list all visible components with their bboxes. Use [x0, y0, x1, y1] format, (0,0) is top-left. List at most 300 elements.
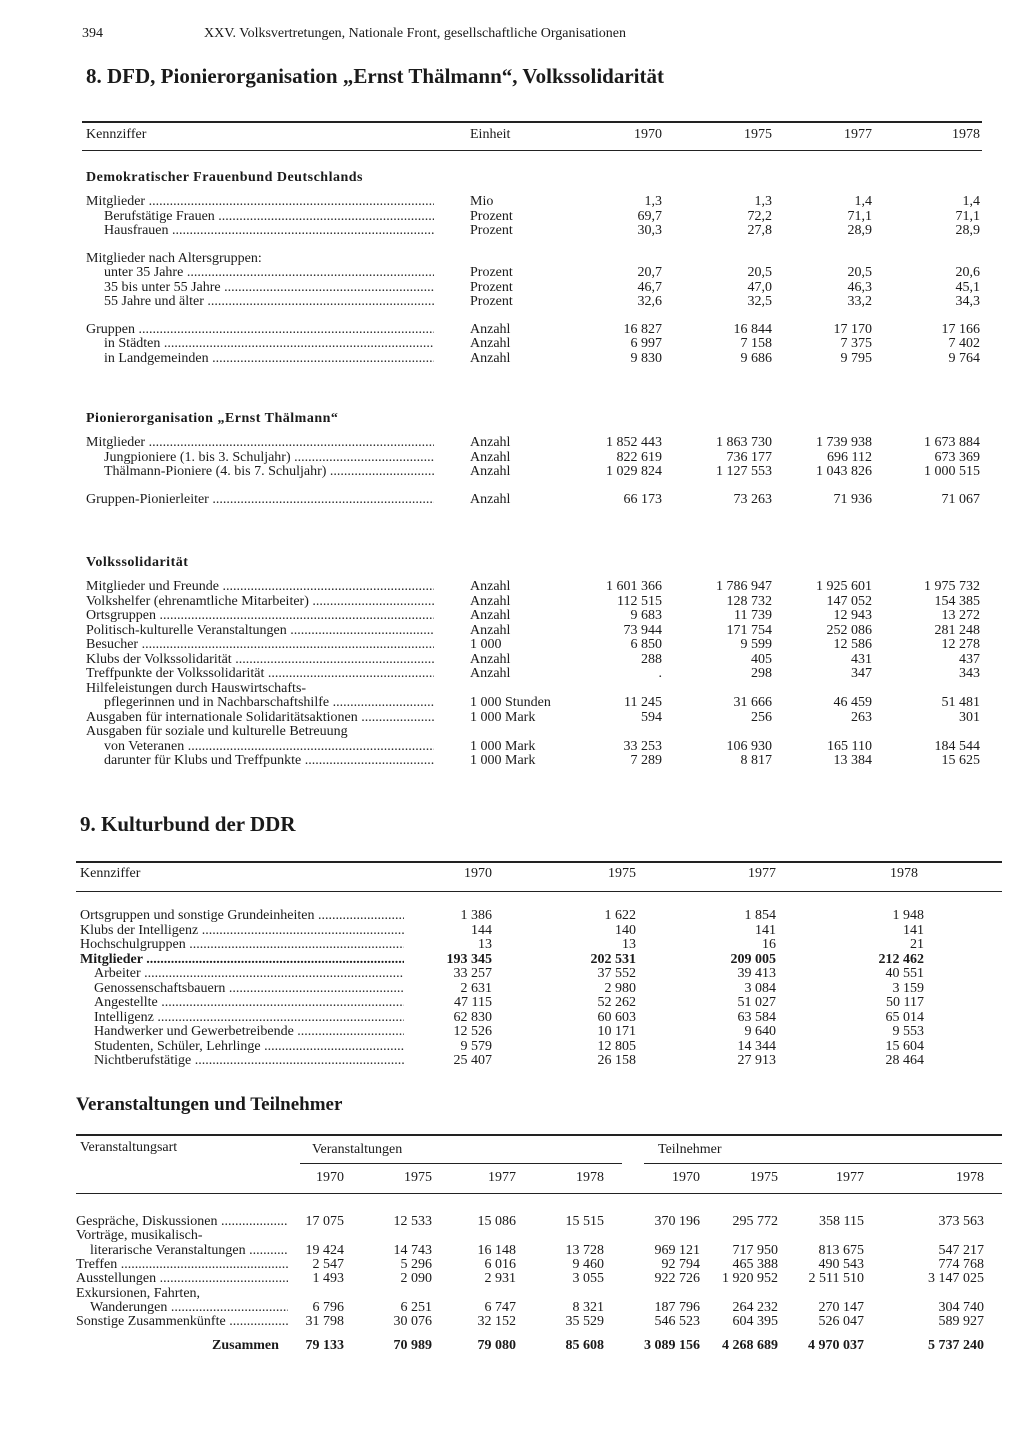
row-value: 9 683 — [630, 608, 662, 623]
row-value: 14 344 — [737, 1038, 776, 1054]
row-value: 12 805 — [597, 1038, 636, 1054]
row-value: 45,1 — [955, 279, 980, 295]
row-value: 1 925 601 — [816, 579, 872, 594]
row-value: 298 — [751, 666, 772, 681]
row-value: 140 — [615, 922, 636, 938]
table-row — [0, 1257, 1024, 1272]
row-value: 12 943 — [833, 608, 872, 623]
row-value: 106 930 — [726, 738, 772, 754]
col-header-einheit: Einheit — [470, 127, 511, 142]
table-row — [0, 450, 1024, 465]
table-row — [0, 695, 1024, 710]
total-value: 85 608 — [565, 1338, 604, 1353]
row-value: 40 551 — [885, 966, 924, 981]
row-value: 72,2 — [747, 208, 772, 224]
row-value: 50 117 — [886, 995, 924, 1010]
row-value: 17 170 — [833, 321, 872, 337]
table-row — [0, 1286, 1024, 1301]
row-value: 431 — [851, 651, 872, 667]
row-value: 7 375 — [840, 336, 872, 351]
row-label: Genossenschaftsbauern ..... — [94, 981, 404, 996]
row-label: Arbeiter ..... — [94, 966, 404, 981]
row-value: 26 158 — [597, 1053, 636, 1068]
row-value: 1 673 884 — [924, 435, 980, 450]
table-row — [0, 937, 1024, 952]
row-value: 212 462 — [878, 951, 924, 967]
row-unit: Prozent — [470, 208, 513, 224]
row-value: 16 827 — [623, 321, 662, 337]
row-label: darunter für Klubs und Treffpunkte ..... — [104, 753, 434, 768]
row-value: 3 159 — [892, 980, 924, 996]
table-row — [0, 952, 1024, 967]
row-value: 3 055 — [572, 1271, 604, 1287]
row-value: 1 622 — [604, 908, 636, 923]
row-value: 1 786 947 — [716, 579, 772, 594]
row-value: 6 850 — [630, 637, 662, 652]
row-label: Klubs der Volkssolidarität ..... — [86, 652, 434, 667]
row-unit: Prozent — [470, 223, 513, 238]
row-value: 2 547 — [312, 1256, 344, 1272]
row-value: 46,3 — [847, 279, 872, 295]
row-value: 9 579 — [460, 1038, 492, 1054]
row-value: 347 — [851, 666, 872, 681]
row-value: 39 413 — [737, 966, 776, 981]
table-row — [0, 251, 1024, 266]
row-value: 7 158 — [740, 336, 772, 351]
row-value: 358 115 — [819, 1214, 864, 1229]
row-value: 33 253 — [623, 738, 662, 754]
section-9-header-rule — [76, 891, 1002, 892]
table-row — [0, 623, 1024, 638]
row-label: von Veteranen ..... — [104, 739, 434, 754]
s9-col-header-1977: 1977 — [748, 866, 776, 881]
row-value: 6 747 — [484, 1299, 516, 1315]
section-8-top-rule — [82, 121, 982, 123]
row-value: 1,4 — [854, 194, 872, 209]
row-value: 12 526 — [453, 1024, 492, 1039]
row-unit: 1 000 Mark — [470, 709, 536, 725]
row-value: 28,9 — [955, 223, 980, 238]
row-label: Studenten, Schüler, Lehrlinge ..... — [94, 1039, 404, 1054]
row-label: Mitglieder und Freunde ..... — [86, 579, 434, 594]
row-value: 141 — [903, 922, 924, 938]
row-value: 47 115 — [454, 995, 492, 1010]
row-value: 187 796 — [654, 1299, 700, 1315]
row-value: 9 640 — [744, 1024, 776, 1039]
row-value: 32 152 — [477, 1314, 516, 1330]
row-value: 46 459 — [833, 695, 872, 710]
row-value: 71,1 — [847, 208, 872, 224]
section-9-title: 9. Kulturbund der DDR — [80, 812, 296, 836]
row-value: 343 — [959, 666, 980, 681]
row-value: 288 — [641, 651, 662, 667]
group-title: Volkssolidarität — [86, 555, 189, 570]
row-value: 171 754 — [726, 622, 772, 638]
row-value: 11 739 — [734, 608, 772, 623]
row-label: Wanderungen ..... — [90, 1300, 288, 1315]
total-row — [0, 1338, 1024, 1353]
row-unit: 1 000 Mark — [470, 753, 536, 768]
row-value: 813 675 — [818, 1242, 864, 1258]
row-label: 35 bis unter 55 Jahre ..... — [104, 280, 434, 295]
running-title: XXV. Volksvertretungen, Nationale Front, gesellschaftliche Organisationen — [204, 26, 626, 41]
table-row — [0, 608, 1024, 623]
section-8-title: 8. DFD, Pionierorganisation „Ernst Thälmann“, Volkssolidarität — [86, 64, 664, 88]
row-value: 6 997 — [630, 336, 662, 351]
row-value: 71 936 — [833, 491, 872, 507]
row-value: 1 127 553 — [716, 464, 772, 479]
row-value: 673 369 — [934, 449, 980, 465]
events-group-header-veranstaltungen: Veranstaltungen — [312, 1142, 403, 1157]
row-label: Nichtberufstätige ..... — [94, 1053, 404, 1068]
row-unit: 1 000 Stunden — [470, 695, 551, 710]
row-value: 35 529 — [565, 1314, 604, 1330]
row-unit: Anzahl — [470, 666, 511, 681]
row-value: 16 844 — [733, 321, 772, 337]
row-value: 490 543 — [818, 1256, 864, 1272]
row-value: 736 177 — [726, 449, 772, 465]
table-row — [0, 280, 1024, 295]
row-value: 31 666 — [733, 695, 772, 710]
table-row — [0, 666, 1024, 681]
row-value: 373 563 — [938, 1214, 984, 1229]
table-row — [0, 1243, 1024, 1258]
events-col-header-type: Veranstaltungsart — [80, 1140, 178, 1155]
row-value: 15 604 — [885, 1038, 924, 1054]
total-value: 79 080 — [477, 1338, 516, 1353]
row-value: 71 067 — [941, 491, 980, 507]
row-value: 92 794 — [661, 1256, 700, 1272]
row-value: 21 — [910, 937, 924, 952]
row-value: 27 913 — [737, 1053, 776, 1068]
table-row — [0, 966, 1024, 981]
row-value: 20,5 — [747, 265, 772, 280]
row-label: Thälmann-Pioniere (4. bis 7. Schuljahr) ..... — [104, 464, 434, 479]
row-value: 3 147 025 — [928, 1271, 984, 1287]
row-value: 1 029 824 — [606, 464, 662, 479]
col-header-kennziffer: Kennziffer — [86, 127, 147, 142]
section-8-header-rule — [82, 150, 982, 151]
row-label: Gruppen ..... — [86, 322, 434, 337]
row-label: Ortsgruppen ..... — [86, 608, 434, 623]
row-value: 2 090 — [400, 1271, 432, 1287]
events-year-header: 1975 — [750, 1170, 778, 1185]
row-label: Ortsgruppen und sonstige Grundeinheiten ..... — [80, 908, 404, 923]
row-value: 1 043 826 — [816, 464, 872, 479]
row-label: Treffpunkte der Volkssolidarität ..... — [86, 666, 434, 681]
row-value: 264 232 — [732, 1299, 778, 1315]
row-unit: Anzahl — [470, 651, 511, 667]
row-label: Gespräche, Diskussionen ..... — [76, 1214, 288, 1229]
row-value: 51 027 — [737, 995, 776, 1010]
row-label: Mitglieder ..... — [86, 435, 434, 450]
row-label: Handwerker und Gewerbetreibende ..... — [94, 1024, 404, 1039]
row-value: 9 764 — [948, 350, 980, 366]
s9-col-header-1970: 1970 — [464, 866, 492, 881]
table-row — [0, 194, 1024, 209]
row-unit: Anzahl — [470, 579, 511, 594]
row-value: 405 — [751, 651, 772, 667]
row-label: Mitglieder nach Altersgruppen: — [86, 250, 262, 266]
row-value: 27,8 — [747, 223, 772, 238]
row-value: 547 217 — [938, 1242, 984, 1258]
row-value: 32,5 — [747, 294, 772, 309]
row-value: 112 515 — [617, 593, 662, 609]
row-value: 12 278 — [941, 637, 980, 652]
table-row — [0, 1314, 1024, 1329]
row-value: 2 980 — [604, 980, 636, 996]
row-value: 9 686 — [740, 350, 772, 366]
events-group-rule-1 — [300, 1163, 622, 1164]
row-value: 1 920 952 — [722, 1271, 778, 1287]
row-value: 1,4 — [962, 194, 980, 209]
row-value: 65 014 — [885, 1009, 924, 1025]
events-year-header: 1970 — [316, 1170, 344, 1185]
row-label: literarische Veranstaltungen ..... — [90, 1243, 288, 1258]
events-top-rule — [76, 1134, 1002, 1136]
row-value: 31 798 — [305, 1314, 344, 1330]
row-label: Treffen ..... — [76, 1257, 288, 1272]
row-label: in Städten ..... — [104, 336, 434, 351]
row-value: 10 171 — [597, 1024, 636, 1039]
table-row — [0, 265, 1024, 280]
row-value: 202 531 — [590, 951, 636, 967]
row-value: 437 — [959, 651, 980, 667]
table-row — [0, 322, 1024, 337]
row-unit: Prozent — [470, 265, 513, 280]
table-row — [0, 1228, 1024, 1243]
row-value: 20,6 — [955, 265, 980, 280]
row-label: Ausgaben für internationale Solidaritätsaktionen ..... — [86, 710, 434, 725]
table-row — [0, 981, 1024, 996]
row-value: 2 511 510 — [808, 1271, 864, 1287]
table-row — [0, 1053, 1024, 1068]
row-label: Mitglieder ..... — [80, 952, 404, 967]
table-row — [0, 492, 1024, 507]
row-value: 60 603 — [597, 1009, 636, 1025]
s9-col-header-kennziffer: Kennziffer — [80, 866, 141, 881]
events-header-rule — [76, 1193, 1002, 1194]
row-value: 270 147 — [818, 1299, 864, 1315]
row-value: 1 852 443 — [606, 435, 662, 450]
row-value: 969 121 — [654, 1242, 700, 1258]
events-year-header: 1978 — [956, 1170, 984, 1185]
row-value: 9 553 — [892, 1024, 924, 1039]
row-unit: Anzahl — [470, 491, 511, 507]
table-row — [0, 1024, 1024, 1039]
row-value: 1 948 — [892, 908, 924, 923]
row-value: 73 944 — [623, 622, 662, 638]
row-value: 9 460 — [572, 1256, 604, 1272]
row-value: 25 407 — [453, 1053, 492, 1068]
row-value: 13 384 — [833, 753, 872, 768]
section-9-top-rule — [76, 861, 1002, 863]
row-value: 1 493 — [312, 1271, 344, 1287]
row-value: 9 599 — [740, 637, 772, 652]
table-row — [0, 464, 1024, 479]
row-value: 165 110 — [827, 738, 872, 754]
row-value: 7 402 — [948, 336, 980, 351]
s9-col-header-1975: 1975 — [608, 866, 636, 881]
row-label: Angestellte ..... — [94, 995, 404, 1010]
group-title: Demokratischer Frauenbund Deutschlands — [86, 170, 363, 185]
row-value: 15 625 — [941, 753, 980, 768]
row-label: in Landgemeinden ..... — [104, 351, 434, 366]
row-value: 5 296 — [400, 1256, 432, 1272]
row-value: 8 817 — [740, 753, 772, 768]
events-group-header-teilnehmer: Teilnehmer — [658, 1142, 722, 1157]
table-row — [0, 294, 1024, 309]
row-unit: 1 000 Mark — [470, 738, 536, 754]
row-value: 263 — [851, 709, 872, 725]
row-label: Hochschulgruppen ..... — [80, 937, 404, 952]
row-unit: Anzahl — [470, 435, 511, 450]
row-value: 20,7 — [637, 265, 662, 280]
page-number: 394 — [82, 26, 103, 41]
row-unit: Anzahl — [470, 350, 511, 366]
row-label: Besucher ..... — [86, 637, 434, 652]
row-label: Klubs der Intelligenz ..... — [80, 923, 404, 938]
row-value: 594 — [641, 709, 662, 725]
row-value: 141 — [755, 922, 776, 938]
events-year-header: 1975 — [404, 1170, 432, 1185]
row-value: 9 830 — [630, 350, 662, 366]
row-value: 19 424 — [305, 1242, 344, 1258]
row-value: 34,3 — [955, 294, 980, 309]
total-value: 3 089 156 — [644, 1338, 700, 1353]
row-value: 28 464 — [885, 1053, 924, 1068]
row-unit: Anzahl — [470, 608, 511, 623]
row-label: Mitglieder ..... — [86, 194, 434, 209]
row-value: 295 772 — [732, 1214, 778, 1229]
row-value: 13 728 — [565, 1242, 604, 1258]
row-value: 9 795 — [840, 350, 872, 366]
row-value: 370 196 — [654, 1214, 700, 1229]
row-value: 128 732 — [726, 593, 772, 609]
events-year-header: 1970 — [672, 1170, 700, 1185]
row-value: 301 — [959, 709, 980, 725]
row-label: Vorträge, musikalisch- — [76, 1228, 203, 1244]
row-value: 1 975 732 — [924, 579, 980, 594]
row-label: Volkshelfer (ehrenamtliche Mitarbeiter) ..... — [86, 594, 434, 609]
row-value: 465 388 — [732, 1256, 778, 1272]
table-row — [0, 209, 1024, 224]
row-unit: Anzahl — [470, 622, 511, 638]
row-value: 147 052 — [826, 593, 872, 609]
table-row — [0, 579, 1024, 594]
row-label: Politisch-kulturelle Veranstaltungen ..... — [86, 623, 434, 638]
row-value: 526 047 — [818, 1314, 864, 1330]
row-value: 696 112 — [827, 449, 872, 465]
events-year-header: 1978 — [576, 1170, 604, 1185]
row-value: 256 — [751, 709, 772, 725]
row-value: 1,3 — [644, 194, 662, 209]
row-value: 15 086 — [477, 1214, 516, 1229]
row-label: Ausgaben für soziale und kulturelle Betreuung — [86, 724, 348, 739]
table-row — [0, 739, 1024, 754]
row-unit: Anzahl — [470, 321, 511, 337]
row-value: 1 863 730 — [716, 435, 772, 450]
total-value: 4 970 037 — [808, 1338, 864, 1353]
row-value: 17 075 — [305, 1214, 344, 1229]
row-value: 184 544 — [934, 738, 980, 754]
table-row — [0, 753, 1024, 768]
row-value: 209 005 — [730, 951, 776, 967]
row-label: unter 35 Jahre ..... — [104, 265, 434, 280]
row-label: 55 Jahre und älter ..... — [104, 294, 434, 309]
row-value: 17 166 — [941, 321, 980, 337]
row-value: 2 931 — [484, 1271, 516, 1287]
table-row — [0, 594, 1024, 609]
row-value: 15 515 — [565, 1214, 604, 1229]
col-header-1970: 1970 — [634, 127, 662, 142]
table-row — [0, 652, 1024, 667]
row-value: 62 830 — [453, 1009, 492, 1025]
row-value: 13 — [478, 937, 492, 952]
row-value: 13 272 — [941, 608, 980, 623]
row-value: 1 739 938 — [816, 435, 872, 450]
row-label: Gruppen-Pionierleiter ..... — [86, 492, 434, 507]
row-unit: Anzahl — [470, 449, 511, 465]
row-value: 546 523 — [654, 1314, 700, 1330]
events-title: Veranstaltungen und Teilnehmer — [76, 1094, 343, 1115]
table-row — [0, 336, 1024, 351]
table-row — [0, 681, 1024, 696]
row-unit: Anzahl — [470, 464, 511, 479]
table-row — [0, 637, 1024, 652]
row-value: 66 173 — [623, 491, 662, 507]
row-label: Ausstellungen ..... — [76, 1271, 288, 1286]
row-value: . — [658, 666, 662, 681]
row-value: 20,5 — [847, 265, 872, 280]
events-year-header: 1977 — [488, 1170, 516, 1185]
table-row — [0, 435, 1024, 450]
row-value: 2 631 — [460, 980, 492, 996]
row-label: Hilfeleistungen durch Hauswirtschafts- — [86, 680, 307, 696]
row-value: 16 148 — [477, 1242, 516, 1258]
row-label: Hausfrauen ..... — [104, 223, 434, 238]
row-unit: Mio — [470, 194, 494, 209]
row-value: 16 — [762, 937, 776, 952]
row-value: 28,9 — [847, 223, 872, 238]
row-value: 144 — [471, 922, 492, 938]
row-unit: Anzahl — [470, 593, 511, 609]
table-row — [0, 1010, 1024, 1025]
table-row — [0, 710, 1024, 725]
row-value: 589 927 — [938, 1314, 984, 1330]
table-row — [0, 1300, 1024, 1315]
row-value: 1,3 — [754, 194, 772, 209]
row-value: 3 084 — [744, 980, 776, 996]
row-value: 12 533 — [393, 1214, 432, 1229]
row-value: 69,7 — [637, 208, 662, 224]
row-value: 37 552 — [597, 966, 636, 981]
row-value: 717 950 — [732, 1242, 778, 1258]
events-group-rule-2 — [644, 1163, 1002, 1164]
row-label: Intelligenz ..... — [94, 1010, 404, 1025]
table-row — [0, 908, 1024, 923]
total-value: 79 133 — [305, 1338, 344, 1353]
total-value: 70 989 — [393, 1338, 432, 1353]
col-header-1975: 1975 — [744, 127, 772, 142]
row-label: Jungpioniere (1. bis 3. Schuljahr) ..... — [104, 450, 434, 465]
row-unit: Prozent — [470, 279, 513, 295]
row-value: 6 796 — [312, 1299, 344, 1315]
total-value: 5 737 240 — [928, 1338, 984, 1353]
row-value: 8 321 — [572, 1299, 604, 1315]
row-value: 281 248 — [934, 622, 980, 638]
table-row — [0, 223, 1024, 238]
